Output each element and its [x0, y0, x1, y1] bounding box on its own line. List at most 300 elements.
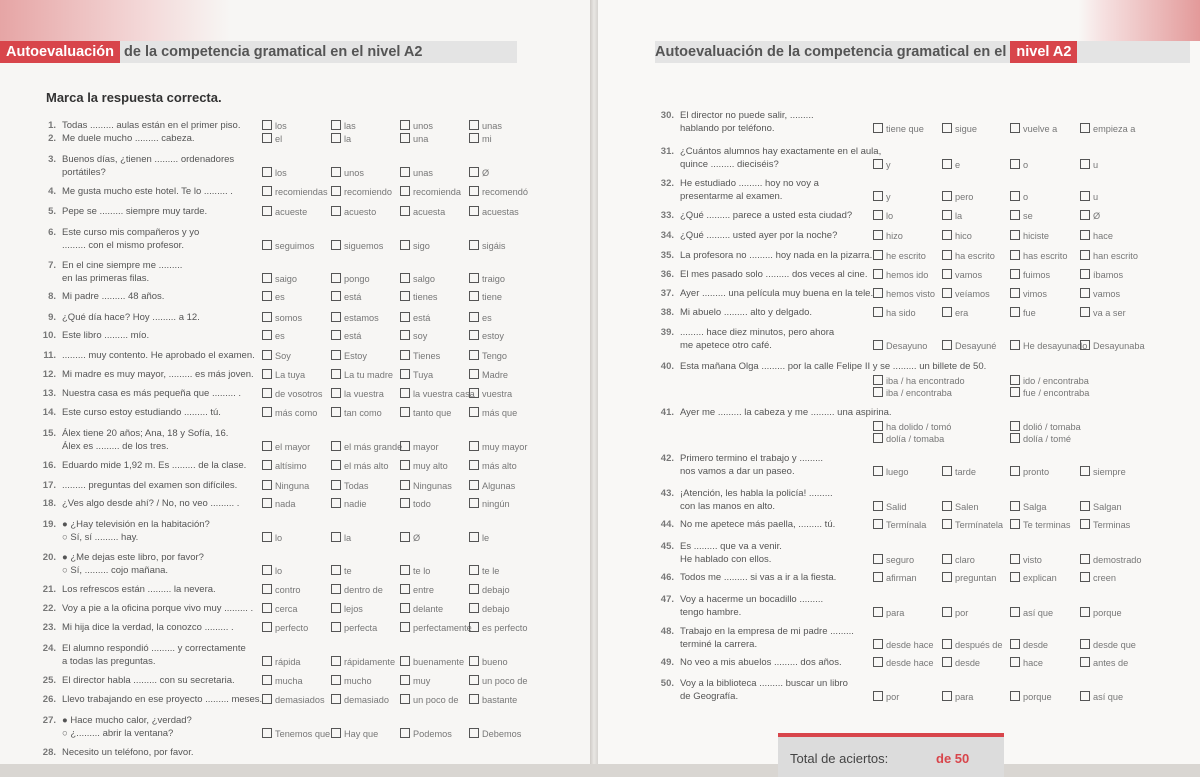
checkbox[interactable]: [262, 728, 272, 738]
answer-option[interactable]: [262, 532, 282, 543]
answer-option[interactable]: [331, 369, 393, 380]
checkbox[interactable]: [942, 554, 952, 564]
checkbox[interactable]: [331, 584, 341, 594]
checkbox[interactable]: [942, 691, 952, 701]
checkbox[interactable]: [400, 584, 410, 594]
answer-option[interactable]: [1010, 657, 1043, 668]
answer-option[interactable]: [262, 388, 323, 399]
answer-option[interactable]: [1010, 501, 1047, 512]
checkbox[interactable]: [262, 460, 272, 470]
checkbox[interactable]: [1010, 421, 1020, 431]
checkbox[interactable]: [469, 407, 479, 417]
answer-option[interactable]: [400, 120, 433, 131]
answer-option[interactable]: [331, 133, 351, 144]
checkbox[interactable]: [1010, 191, 1020, 201]
answer-option[interactable]: [262, 407, 317, 418]
checkbox[interactable]: [400, 460, 410, 470]
checkbox[interactable]: [262, 603, 272, 613]
answer-option[interactable]: [262, 291, 285, 302]
checkbox[interactable]: [873, 657, 883, 667]
checkbox[interactable]: [400, 603, 410, 613]
answer-option[interactable]: [469, 675, 527, 686]
answer-option[interactable]: [1080, 340, 1145, 351]
checkbox[interactable]: [400, 622, 410, 632]
answer-option[interactable]: [873, 123, 924, 134]
checkbox[interactable]: [262, 584, 272, 594]
answer-option[interactable]: [400, 694, 458, 705]
checkbox[interactable]: [262, 622, 272, 632]
checkbox[interactable]: [400, 350, 410, 360]
checkbox[interactable]: [262, 133, 272, 143]
answer-option[interactable]: [331, 388, 384, 399]
checkbox[interactable]: [400, 565, 410, 575]
answer-option[interactable]: [1010, 123, 1057, 134]
checkbox[interactable]: [400, 330, 410, 340]
checkbox[interactable]: [469, 498, 479, 508]
checkbox[interactable]: [1080, 657, 1090, 667]
checkbox[interactable]: [262, 369, 272, 379]
answer-option[interactable]: [873, 340, 927, 351]
checkbox[interactable]: [1010, 639, 1020, 649]
checkbox[interactable]: [331, 694, 341, 704]
answer-option[interactable]: [262, 186, 328, 197]
checkbox[interactable]: [400, 480, 410, 490]
checkbox[interactable]: [331, 480, 341, 490]
checkbox[interactable]: [331, 622, 341, 632]
checkbox[interactable]: [262, 675, 272, 685]
answer-option[interactable]: [400, 291, 438, 302]
answer-option[interactable]: [331, 603, 363, 614]
answer-option[interactable]: [331, 330, 361, 341]
answer-option[interactable]: [1080, 466, 1126, 477]
answer-option[interactable]: [873, 501, 906, 512]
checkbox[interactable]: [942, 340, 952, 350]
answer-option[interactable]: [873, 288, 935, 299]
answer-option[interactable]: [331, 728, 378, 739]
checkbox[interactable]: [1080, 466, 1090, 476]
checkbox[interactable]: [331, 656, 341, 666]
checkbox[interactable]: [873, 691, 883, 701]
checkbox[interactable]: [469, 291, 479, 301]
checkbox[interactable]: [942, 159, 952, 169]
answer-option[interactable]: [469, 273, 505, 284]
checkbox[interactable]: [1080, 269, 1090, 279]
checkbox[interactable]: [942, 123, 952, 133]
checkbox[interactable]: [400, 498, 410, 508]
answer-option[interactable]: [1080, 307, 1126, 318]
answer-option[interactable]: [400, 675, 430, 686]
checkbox[interactable]: [1080, 691, 1090, 701]
checkbox[interactable]: [1010, 466, 1020, 476]
answer-option[interactable]: [331, 675, 372, 686]
checkbox[interactable]: [873, 466, 883, 476]
answer-option[interactable]: [262, 120, 287, 131]
answer-option[interactable]: [469, 369, 508, 380]
checkbox[interactable]: [469, 441, 479, 451]
answer-option[interactable]: [1080, 230, 1113, 241]
answer-option[interactable]: [331, 240, 383, 251]
checkbox[interactable]: [400, 133, 410, 143]
checkbox[interactable]: [469, 728, 479, 738]
answer-option[interactable]: [942, 288, 990, 299]
checkbox[interactable]: [400, 369, 410, 379]
answer-option[interactable]: [262, 694, 325, 705]
answer-option[interactable]: [1010, 375, 1089, 386]
checkbox[interactable]: [942, 210, 952, 220]
answer-option[interactable]: [331, 694, 389, 705]
answer-option[interactable]: [262, 656, 301, 667]
answer-option[interactable]: [262, 167, 287, 178]
checkbox[interactable]: [1080, 340, 1090, 350]
answer-option[interactable]: [873, 433, 944, 444]
answer-option[interactable]: [942, 159, 960, 170]
checkbox[interactable]: [400, 206, 410, 216]
checkbox[interactable]: [331, 330, 341, 340]
answer-option[interactable]: [262, 350, 291, 361]
answer-option[interactable]: [1080, 288, 1120, 299]
checkbox[interactable]: [873, 288, 883, 298]
checkbox[interactable]: [469, 312, 479, 322]
checkbox[interactable]: [1010, 387, 1020, 397]
checkbox[interactable]: [1080, 554, 1090, 564]
answer-option[interactable]: [469, 133, 492, 144]
answer-option[interactable]: [469, 350, 507, 361]
checkbox[interactable]: [873, 554, 883, 564]
answer-option[interactable]: [1080, 123, 1135, 134]
checkbox[interactable]: [262, 350, 272, 360]
answer-option[interactable]: [262, 441, 310, 452]
answer-option[interactable]: [942, 230, 972, 241]
answer-option[interactable]: [331, 273, 370, 284]
checkbox[interactable]: [1010, 123, 1020, 133]
checkbox[interactable]: [469, 240, 479, 250]
checkbox[interactable]: [1080, 519, 1090, 529]
checkbox[interactable]: [873, 639, 883, 649]
checkbox[interactable]: [331, 532, 341, 542]
checkbox[interactable]: [1080, 210, 1090, 220]
answer-option[interactable]: [469, 120, 502, 131]
answer-option[interactable]: [873, 639, 934, 650]
checkbox[interactable]: [1080, 639, 1090, 649]
answer-option[interactable]: [331, 407, 382, 418]
checkbox[interactable]: [873, 250, 883, 260]
answer-option[interactable]: [262, 460, 307, 471]
answer-option[interactable]: [469, 728, 521, 739]
answer-option[interactable]: [331, 186, 392, 197]
checkbox[interactable]: [942, 639, 952, 649]
answer-option[interactable]: [873, 466, 908, 477]
checkbox[interactable]: [469, 133, 479, 143]
answer-option[interactable]: [331, 350, 367, 361]
checkbox[interactable]: [873, 607, 883, 617]
answer-option[interactable]: [873, 607, 904, 618]
checkbox[interactable]: [331, 407, 341, 417]
answer-option[interactable]: [400, 584, 434, 595]
answer-option[interactable]: [469, 694, 517, 705]
answer-option[interactable]: [469, 532, 489, 543]
answer-option[interactable]: [331, 480, 369, 491]
answer-option[interactable]: [942, 210, 962, 221]
checkbox[interactable]: [262, 532, 272, 542]
checkbox[interactable]: [331, 240, 341, 250]
checkbox[interactable]: [469, 694, 479, 704]
checkbox[interactable]: [469, 369, 479, 379]
answer-option[interactable]: [262, 622, 308, 633]
answer-option[interactable]: [1080, 572, 1116, 583]
checkbox[interactable]: [331, 565, 341, 575]
answer-option[interactable]: [873, 691, 899, 702]
answer-option[interactable]: [1010, 639, 1048, 650]
answer-option[interactable]: [400, 460, 448, 471]
checkbox[interactable]: [1010, 657, 1020, 667]
checkbox[interactable]: [331, 498, 341, 508]
answer-option[interactable]: [469, 407, 517, 418]
checkbox[interactable]: [469, 206, 479, 216]
answer-option[interactable]: [400, 480, 452, 491]
checkbox[interactable]: [1010, 554, 1020, 564]
answer-option[interactable]: [1010, 250, 1067, 261]
checkbox[interactable]: [331, 186, 341, 196]
answer-option[interactable]: [1080, 554, 1142, 565]
answer-option[interactable]: [331, 120, 356, 131]
checkbox[interactable]: [262, 480, 272, 490]
answer-option[interactable]: [873, 307, 916, 318]
checkbox[interactable]: [331, 728, 341, 738]
answer-option[interactable]: [1010, 307, 1036, 318]
checkbox[interactable]: [469, 186, 479, 196]
checkbox[interactable]: [942, 191, 952, 201]
checkbox[interactable]: [942, 269, 952, 279]
checkbox[interactable]: [1010, 307, 1020, 317]
answer-option[interactable]: [469, 480, 515, 491]
answer-option[interactable]: [469, 312, 492, 323]
checkbox[interactable]: [400, 441, 410, 451]
checkbox[interactable]: [1010, 269, 1020, 279]
answer-option[interactable]: [400, 498, 431, 509]
answer-option[interactable]: [1080, 191, 1098, 202]
checkbox[interactable]: [262, 120, 272, 130]
checkbox[interactable]: [400, 388, 410, 398]
checkbox[interactable]: [469, 565, 479, 575]
answer-option[interactable]: [942, 269, 982, 280]
answer-option[interactable]: [469, 167, 489, 178]
answer-option[interactable]: [873, 554, 914, 565]
answer-option[interactable]: [400, 388, 475, 399]
answer-option[interactable]: [469, 388, 512, 399]
checkbox[interactable]: [331, 388, 341, 398]
checkbox[interactable]: [942, 519, 952, 529]
checkbox[interactable]: [1010, 230, 1020, 240]
answer-option[interactable]: [942, 123, 977, 134]
checkbox[interactable]: [469, 675, 479, 685]
checkbox[interactable]: [1080, 230, 1090, 240]
answer-option[interactable]: [942, 250, 995, 261]
answer-option[interactable]: [873, 387, 952, 398]
checkbox[interactable]: [942, 307, 952, 317]
checkbox[interactable]: [1010, 159, 1020, 169]
checkbox[interactable]: [1080, 250, 1090, 260]
answer-option[interactable]: [873, 421, 951, 432]
checkbox[interactable]: [262, 407, 272, 417]
answer-option[interactable]: [400, 206, 445, 217]
checkbox[interactable]: [942, 288, 952, 298]
checkbox[interactable]: [942, 657, 952, 667]
checkbox[interactable]: [1010, 433, 1020, 443]
answer-option[interactable]: [400, 656, 464, 667]
checkbox[interactable]: [469, 584, 479, 594]
checkbox[interactable]: [262, 441, 272, 451]
checkbox[interactable]: [873, 123, 883, 133]
checkbox[interactable]: [331, 273, 341, 283]
checkbox[interactable]: [1010, 691, 1020, 701]
answer-option[interactable]: [1080, 269, 1123, 280]
answer-option[interactable]: [331, 622, 377, 633]
answer-option[interactable]: [400, 273, 435, 284]
answer-option[interactable]: [1080, 657, 1128, 668]
checkbox[interactable]: [331, 603, 341, 613]
answer-option[interactable]: [873, 519, 926, 530]
checkbox[interactable]: [1010, 519, 1020, 529]
answer-option[interactable]: [400, 330, 427, 341]
answer-option[interactable]: [331, 656, 395, 667]
checkbox[interactable]: [1080, 159, 1090, 169]
answer-option[interactable]: [942, 639, 1003, 650]
answer-option[interactable]: [262, 565, 282, 576]
answer-option[interactable]: [400, 133, 428, 144]
checkbox[interactable]: [331, 460, 341, 470]
answer-option[interactable]: [469, 186, 528, 197]
checkbox[interactable]: [469, 460, 479, 470]
checkbox[interactable]: [942, 501, 952, 511]
answer-option[interactable]: [469, 206, 519, 217]
answer-option[interactable]: [331, 460, 388, 471]
answer-option[interactable]: [1010, 159, 1028, 170]
answer-option[interactable]: [262, 240, 314, 251]
checkbox[interactable]: [262, 240, 272, 250]
checkbox[interactable]: [400, 120, 410, 130]
checkbox[interactable]: [331, 675, 341, 685]
checkbox[interactable]: [262, 498, 272, 508]
answer-option[interactable]: [262, 498, 295, 509]
checkbox[interactable]: [469, 120, 479, 130]
answer-option[interactable]: [469, 441, 527, 452]
checkbox[interactable]: [873, 340, 883, 350]
answer-option[interactable]: [400, 350, 440, 361]
answer-option[interactable]: [400, 240, 430, 251]
answer-option[interactable]: [1010, 210, 1033, 221]
checkbox[interactable]: [400, 407, 410, 417]
checkbox[interactable]: [873, 307, 883, 317]
checkbox[interactable]: [331, 312, 341, 322]
checkbox[interactable]: [873, 433, 883, 443]
answer-option[interactable]: [873, 210, 893, 221]
checkbox[interactable]: [942, 607, 952, 617]
answer-option[interactable]: [262, 728, 330, 739]
checkbox[interactable]: [400, 273, 410, 283]
checkbox[interactable]: [400, 240, 410, 250]
checkbox[interactable]: [469, 330, 479, 340]
checkbox[interactable]: [942, 230, 952, 240]
answer-option[interactable]: [942, 607, 968, 618]
answer-option[interactable]: [873, 230, 903, 241]
answer-option[interactable]: [942, 340, 996, 351]
checkbox[interactable]: [1010, 607, 1020, 617]
answer-option[interactable]: [942, 191, 973, 202]
checkbox[interactable]: [873, 501, 883, 511]
answer-option[interactable]: [331, 291, 361, 302]
answer-option[interactable]: [1010, 191, 1028, 202]
checkbox[interactable]: [331, 441, 341, 451]
checkbox[interactable]: [262, 186, 272, 196]
checkbox[interactable]: [873, 375, 883, 385]
answer-option[interactable]: [1010, 269, 1050, 280]
answer-option[interactable]: [331, 584, 383, 595]
answer-option[interactable]: [1080, 210, 1100, 221]
answer-option[interactable]: [400, 186, 461, 197]
checkbox[interactable]: [469, 622, 479, 632]
answer-option[interactable]: [873, 572, 917, 583]
checkbox[interactable]: [331, 133, 341, 143]
checkbox[interactable]: [400, 167, 410, 177]
answer-option[interactable]: [400, 603, 443, 614]
answer-option[interactable]: [469, 603, 510, 614]
answer-option[interactable]: [331, 206, 376, 217]
answer-option[interactable]: [1080, 607, 1122, 618]
answer-option[interactable]: [400, 407, 451, 418]
answer-option[interactable]: [942, 466, 976, 477]
answer-option[interactable]: [1080, 639, 1136, 650]
checkbox[interactable]: [1080, 607, 1090, 617]
checkbox[interactable]: [331, 206, 341, 216]
checkbox[interactable]: [1080, 191, 1090, 201]
checkbox[interactable]: [262, 388, 272, 398]
answer-option[interactable]: [331, 532, 351, 543]
answer-option[interactable]: [331, 312, 379, 323]
answer-option[interactable]: [942, 657, 980, 668]
answer-option[interactable]: [400, 167, 433, 178]
answer-option[interactable]: [262, 480, 309, 491]
answer-option[interactable]: [469, 240, 506, 251]
answer-option[interactable]: [469, 330, 504, 341]
answer-option[interactable]: [942, 554, 975, 565]
answer-option[interactable]: [873, 159, 891, 170]
answer-option[interactable]: [469, 584, 510, 595]
answer-option[interactable]: [469, 291, 502, 302]
answer-option[interactable]: [873, 375, 965, 386]
answer-option[interactable]: [1010, 387, 1089, 398]
answer-option[interactable]: [262, 330, 285, 341]
checkbox[interactable]: [1010, 375, 1020, 385]
answer-option[interactable]: [942, 501, 979, 512]
answer-option[interactable]: [400, 565, 430, 576]
answer-option[interactable]: [873, 657, 934, 668]
checkbox[interactable]: [942, 572, 952, 582]
checkbox[interactable]: [400, 675, 410, 685]
answer-option[interactable]: [1080, 501, 1122, 512]
checkbox[interactable]: [873, 572, 883, 582]
answer-option[interactable]: [1010, 288, 1047, 299]
answer-option[interactable]: [1010, 572, 1057, 583]
answer-option[interactable]: [262, 584, 301, 595]
checkbox[interactable]: [873, 269, 883, 279]
answer-option[interactable]: [469, 656, 508, 667]
checkbox[interactable]: [873, 210, 883, 220]
checkbox[interactable]: [1010, 250, 1020, 260]
checkbox[interactable]: [400, 656, 410, 666]
checkbox[interactable]: [873, 519, 883, 529]
checkbox[interactable]: [262, 565, 272, 575]
checkbox[interactable]: [400, 312, 410, 322]
